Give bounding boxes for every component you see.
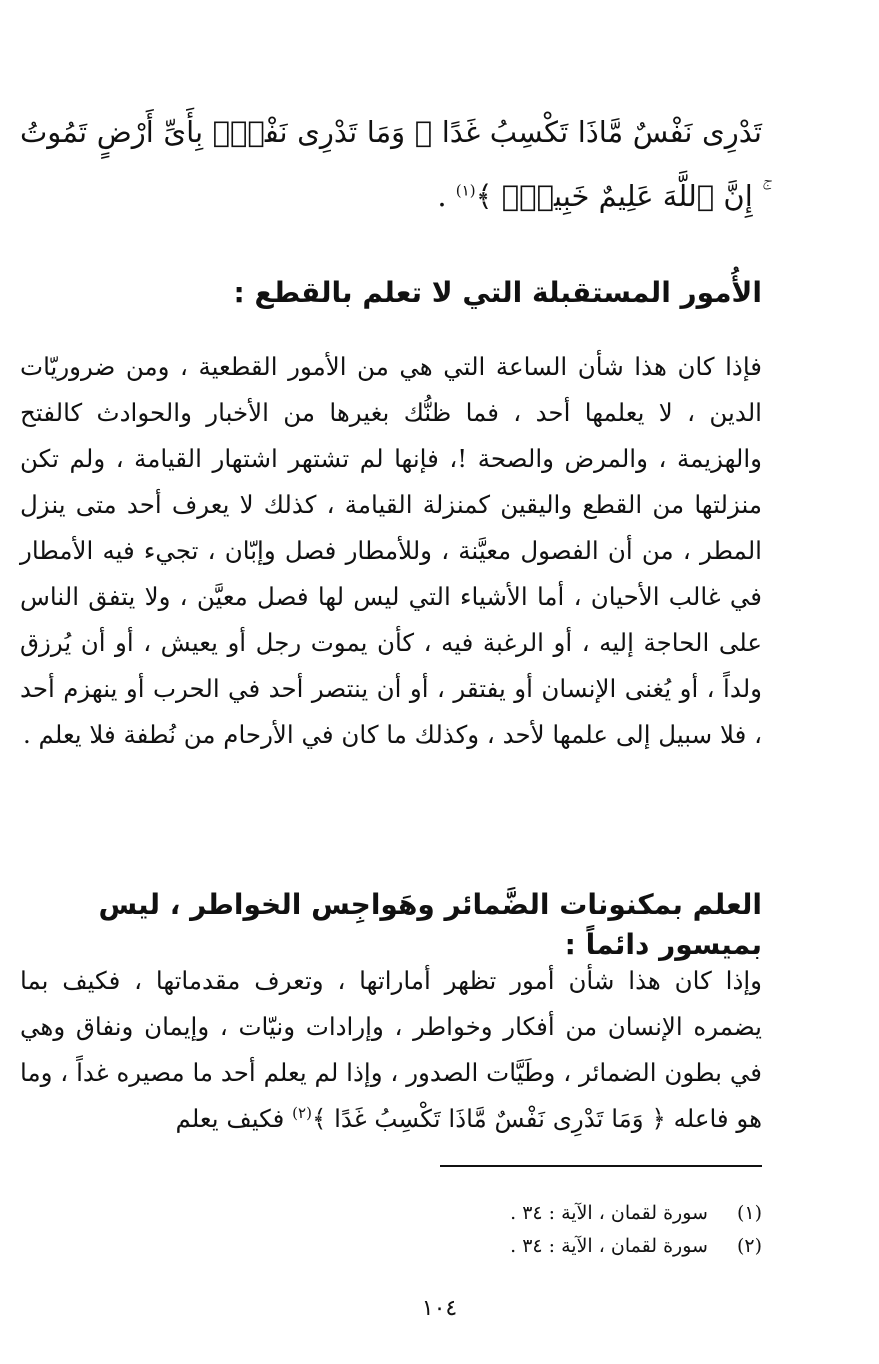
footnote-item (20, 1197, 762, 1230)
footnotes (20, 1197, 762, 1263)
footnote-number: (١) (736, 1202, 762, 1224)
footnote-number: (٢) (736, 1235, 762, 1257)
quran-verse-text: تَدْرِى نَفْسٌ مَّاذَا تَكْسِبُ غَدًا ۖ وَمَا تَدْرِى نَفْسٌۢ بِأَىِّ أَرْضٍ تَمُوتُ ۚ إِنَّ ٱللَّهَ عَلِيمٌ خَبِيرٌۢ (20, 115, 762, 213)
footnote-text: سورة لقمان ، الآية : ٣٤ . (510, 1235, 708, 1257)
paragraph-text: وإذا كان هذا شأن أمور تظهر أماراتها ، وتعرف مقدماتها ، فكيف بما يضمره الإنسان من أفكار وخواطر ، وإرادات ونيّات ، وإيمان ونفاق وهي في بطون الضمائر ، وطَيَّات الصدور ، وإذا لم يعلم أحد ما مصيره غداً ، وما هو فاعله (20, 966, 762, 1133)
paragraph-hidden-thoughts (20, 958, 762, 1142)
footnote-ref-2: (٢) (292, 1103, 312, 1122)
verse-end-mark: . (437, 179, 447, 213)
quoted-verse: وَمَا تَدْرِى نَفْسٌ مَّاذَا تَكْسِبُ غَدًا (334, 1104, 644, 1133)
paragraph-future-matters: فإذا كان هذا شأن الساعة التي هي من الأمور القطعية ، ومن ضروريّات الدين ، لا يعلمها أحد ، فما ظنُّك بغيرها من الأخبار والحوادث كالفتح والهزيمة ، والمرض والصحة !، فإنها لم تشتهر اشتهار القيامة ، ولم تكن منزلتها من القطع واليقين كمنزلة القيامة ، كذلك لا يعرف أحد متى ينزل المطر ، من أن الفصول معيَّنة ، وللأمطار فصل وإبّان ، تجيء فيه الأمطار في غالب الأحيان ، أما الأشياء التي ليس لها فصل معيَّن ، ولا يتفق الناس على الحاجة إليه ، أو الرغبة فيه ، كأن يموت رجل أو يعيش ، أو أن يُرزق ولداً ، أو يُغنى الإنسان أو يفتقر ، أو أن ينتصر أحد في الحرب أو ينهزم أحد ، فلا سبيل إلى علمها لأحد ، وكذلك ما كان في الأرحام من نُطفة فلا يعلم . (20, 352, 762, 749)
section-heading-future-matters: الأُمور المستقبلة التي لا تعلم بالقطع : (233, 276, 762, 309)
footnote-ref-1: (١) (455, 181, 476, 200)
page-number: ١٠٤ (421, 1296, 458, 1321)
quran-verse-continuation (20, 100, 762, 228)
paragraph-end-text: فكيف يعلم (175, 1104, 285, 1133)
section-heading-hidden-thoughts: العلم بمكنونات الضَّمائر وهَواجِس الخواطر ، ليس بميسور دائماً : (98, 888, 762, 961)
footnote-separator-line (440, 1165, 762, 1167)
verse-close-bracket: ﴾ (311, 1104, 327, 1133)
verse-open-bracket: ﴿ (651, 1104, 666, 1133)
verse-close-bracket: ﴾ (475, 179, 493, 213)
footnote-text: سورة لقمان ، الآية : ٣٤ . (510, 1202, 708, 1224)
footnote-item (20, 1230, 762, 1263)
